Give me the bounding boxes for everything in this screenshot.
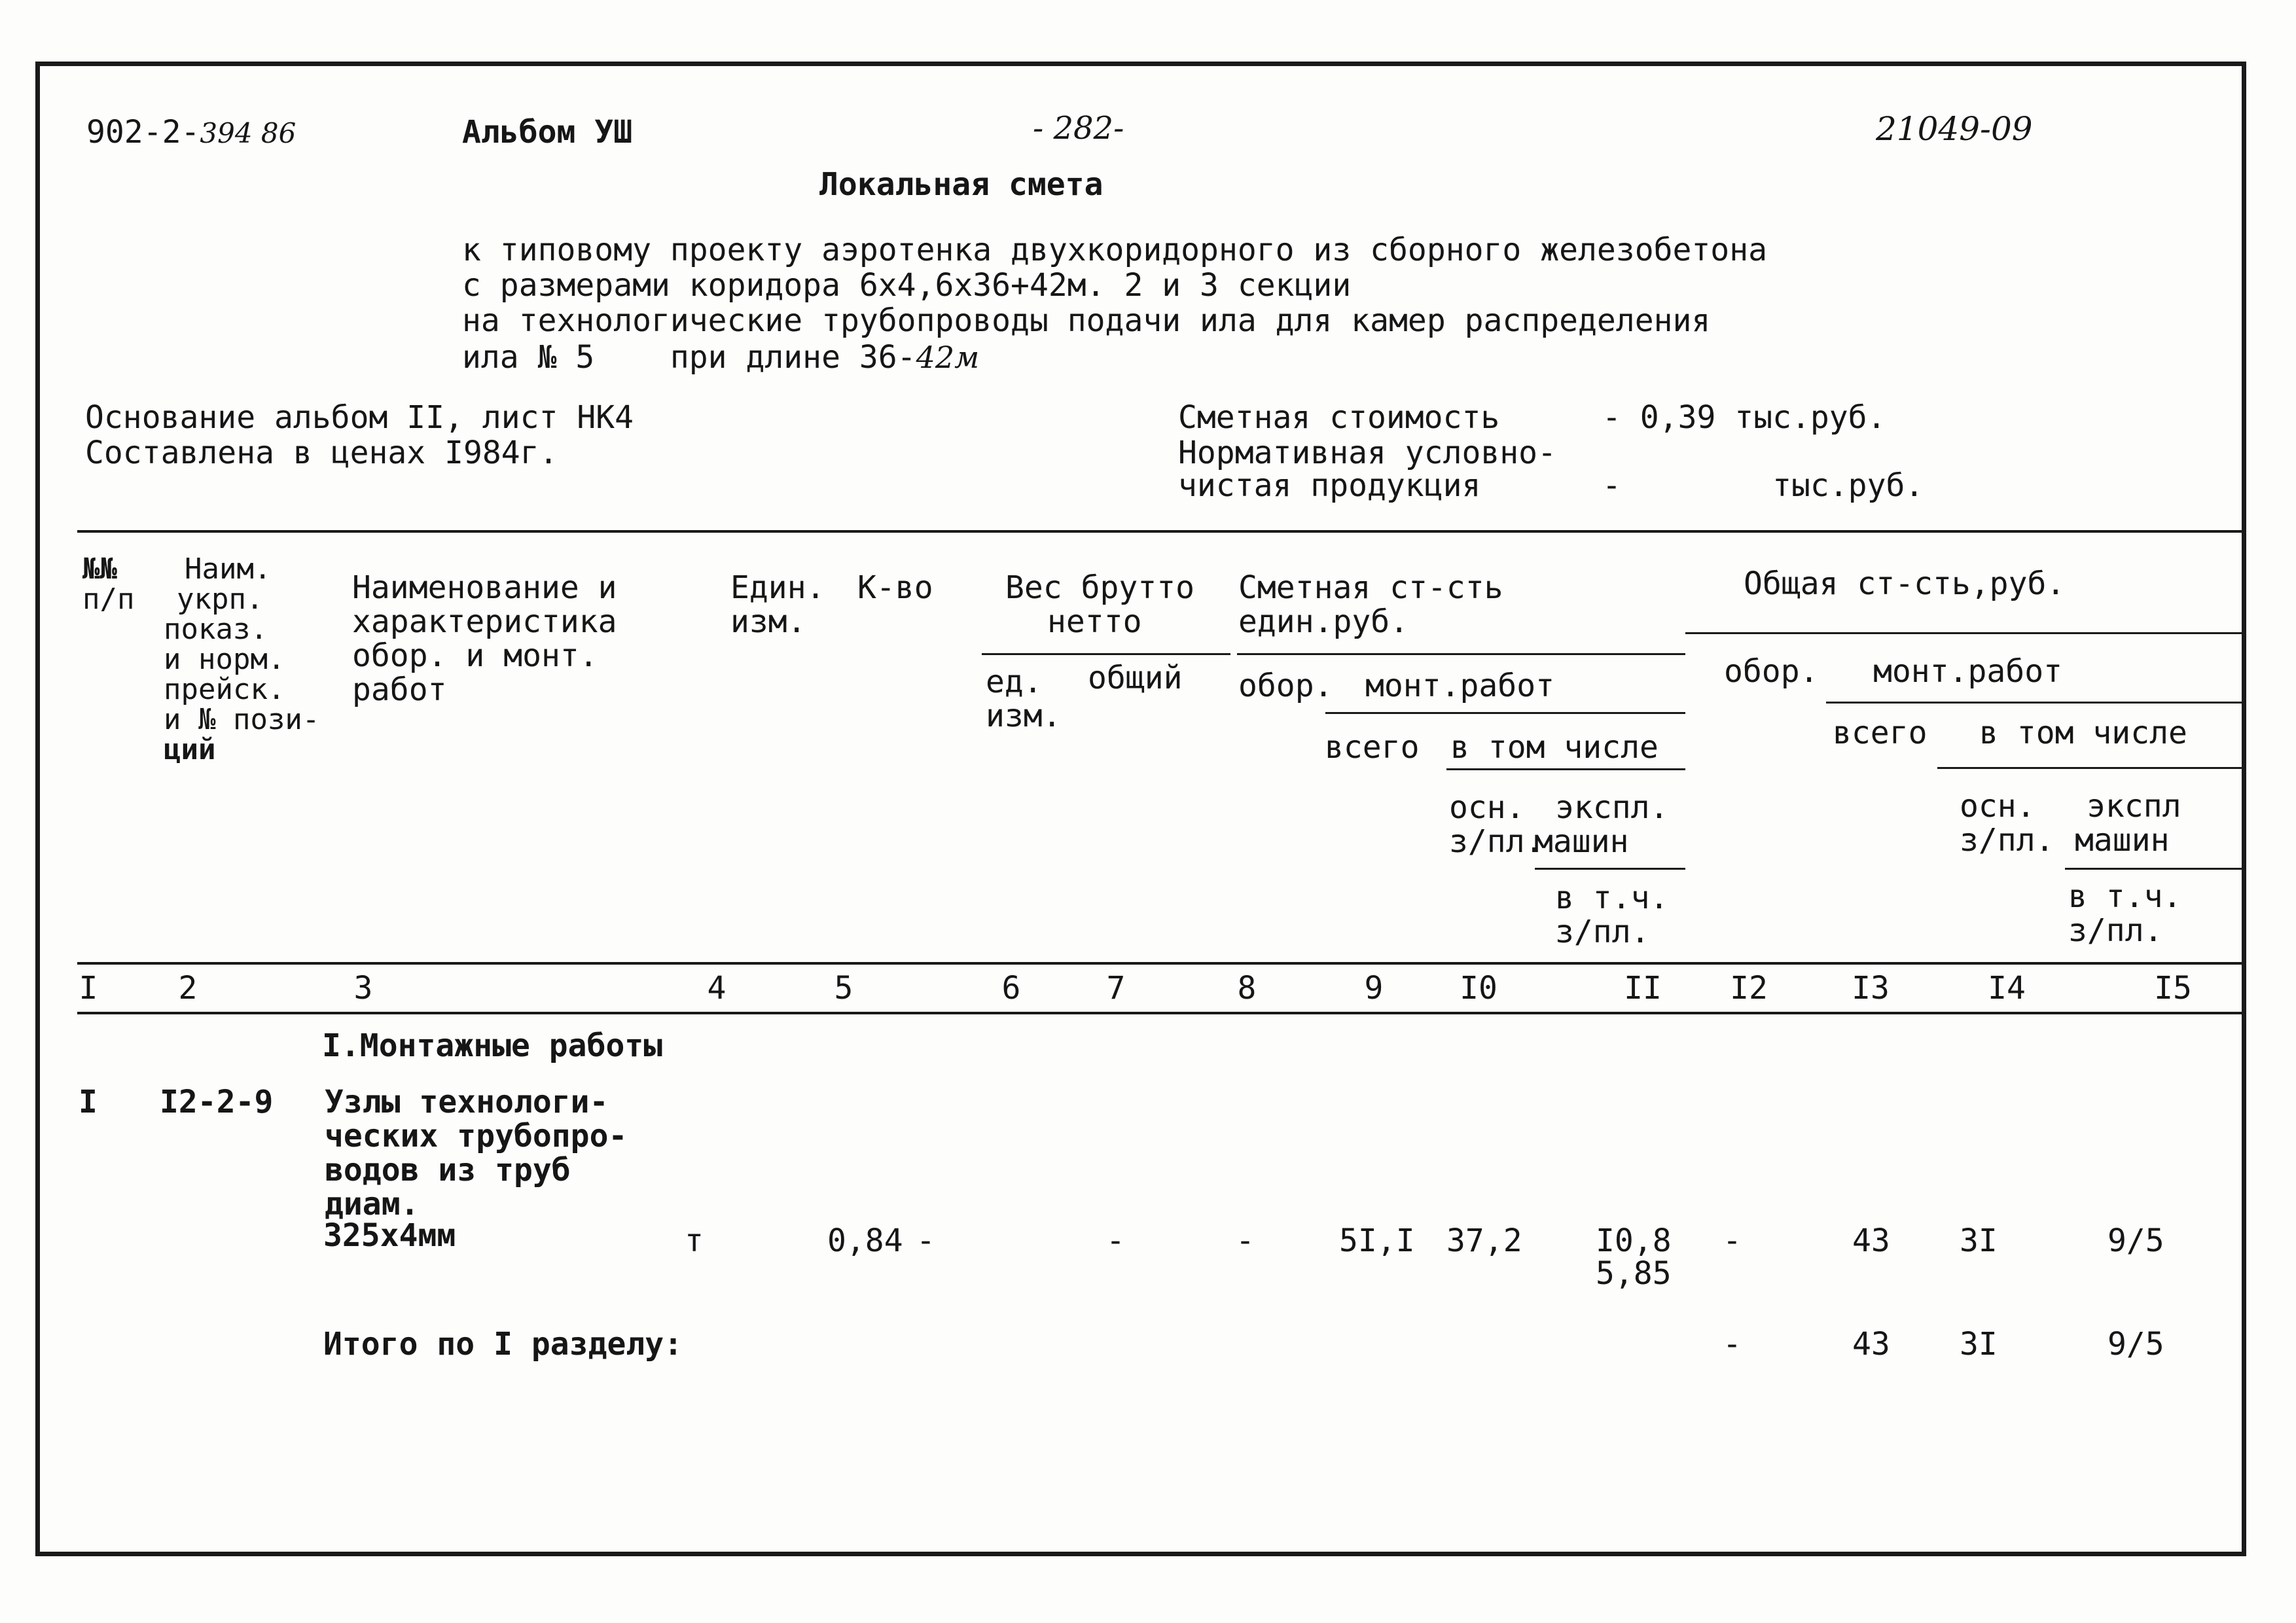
unit-incl-pay-2: з/пл. [1555,914,1650,950]
row-qty: 0,84 [827,1222,903,1259]
weight-unit-2: изм. [986,698,1062,734]
subtotal-col14: 3I [1960,1326,1998,1363]
unit-cost-head-2: един.руб. [1238,603,1409,640]
document-title: Локальная смета [819,166,1103,203]
row-code: I2-2-9 [160,1084,274,1120]
total-equip-head: обор. [1724,653,1819,690]
document-number: 21049-09 [1876,110,2033,148]
subtitle-line-3: на технологические трубопроводы подачи ила для камер распределения [462,302,1711,339]
col1-head-1: №№ [82,552,117,586]
total-mont-head: монт.работ [1873,653,2062,690]
col-number-11: II [1624,970,1662,1007]
col-number-8: 8 [1237,970,1257,1007]
section-title: I.Монтажные работы [322,1027,663,1064]
col-number-12: I2 [1730,970,1768,1007]
prices-text: Составлена в ценах I984г. [85,435,558,471]
rule-col-numbers [77,1012,2244,1014]
row-name-1: Узлы технологи- [325,1084,609,1120]
row-col15: 9/5 [2108,1222,2164,1259]
row-col14: 3I [1960,1222,1998,1259]
unit-cost-head-1: Сметная ст-сть [1238,569,1503,606]
total-cost-head: Общая ст-сть,руб. [1744,565,2066,602]
rule-mach-total [2065,868,2244,870]
col-number-9: 9 [1364,970,1384,1007]
row-col8-dash: - [1236,1222,1255,1259]
col-number-7: 7 [1106,970,1126,1007]
row-col11-a: I0,8 [1596,1222,1672,1259]
row-name-2: ческих трубопро- [325,1118,628,1154]
row-col7-dash: - [1106,1222,1125,1259]
col2-head-6: и № пози- [164,703,320,736]
col-number-4: 4 [707,970,726,1007]
col1-head-2: п/п [82,582,135,616]
row-name-3: водов из труб [325,1152,571,1188]
subtotal-col12: - [1723,1326,1742,1363]
row-unit: т [685,1222,704,1259]
rule-mach-unit [1535,868,1685,870]
norm-value: - тыс.руб. [1602,467,1924,504]
col-number-15: I5 [2154,970,2192,1007]
col3-head-3: обор. и монт. [352,637,598,674]
unit-total-head: всего [1325,729,1420,766]
col4-head-1: Един. [730,569,825,606]
row-col9: 5I,I [1339,1222,1415,1259]
subtotal-col15: 9/5 [2108,1326,2164,1363]
project-code: 902-2-394 86 [86,114,296,151]
col-number-10: I0 [1460,970,1498,1007]
norm-label-2: чистая продукция [1178,467,1481,504]
total-base-pay-2: з/пл. [1960,822,2054,859]
row-col11-b: 5,85 [1596,1255,1672,1292]
col-number-14: I4 [1988,970,2026,1007]
col-number-6: 6 [1001,970,1021,1007]
rule-total-cost [1685,632,2244,634]
total-including-head: в том числе [1979,715,2187,751]
row-col10: 37,2 [1446,1222,1522,1259]
subtotal-label: Итого по I разделу: [323,1326,683,1363]
page-number: - 282- [1033,110,1124,147]
row-col12-dash: - [1723,1222,1742,1259]
row-qty-dash: - [916,1222,935,1259]
col2-head-3: показ. [164,613,268,646]
total-mach-2: машин [2075,822,2170,859]
total-base-pay-1: осн. [1960,788,2036,825]
unit-mach-2: машин [1534,823,1629,860]
col-number-2: 2 [178,970,198,1007]
total-incl-pay-2: з/пл. [2068,912,2163,949]
col2-head-5: прейск. [164,673,285,706]
cost-label: Сметная стоимость [1178,399,1500,436]
unit-mach-1: экспл. [1555,789,1669,826]
col2-head-4: и норм. [164,643,285,676]
rule-incl-unit [1446,768,1685,770]
unit-base-pay-1: осн. [1449,789,1525,826]
col2-head-7: ций [164,733,216,766]
subtitle-line-4: ила № 5 при длине 36-42м [462,339,980,376]
weight-head-1: Вес брутто [1005,569,1194,606]
col-number-13: I3 [1852,970,1890,1007]
norm-label-1: Нормативная условно- [1178,435,1556,471]
table-top-rule [77,530,2244,533]
col-number-5: 5 [834,970,853,1007]
basis-text: Основание альбом II, лист НК4 [85,399,634,436]
rule-incl-total [1937,767,2244,769]
row-number: I [79,1084,98,1120]
row-size: 325х4мм [323,1217,456,1254]
total-incl-pay-1: в т.ч. [2068,878,2182,915]
total-total-head: всего [1833,715,1928,751]
row-name-4: диам. [325,1186,420,1222]
unit-mont-head: монт.работ [1365,668,1554,704]
col2-head-2: укрп. [177,582,264,616]
unit-including-head: в том числе [1450,729,1659,766]
album-label: Альбом УШ [462,114,633,151]
total-mach-1: экспл [2087,788,2181,825]
col-number-3: 3 [353,970,373,1007]
weight-total-head: общий [1088,660,1183,696]
unit-base-pay-2: з/пл. [1449,823,1544,860]
weight-unit-1: ед. [986,664,1043,700]
weight-head-2: нетто [1047,603,1142,640]
col3-head-4: работ [352,671,447,708]
col4-head-2: изм. [730,603,806,640]
col3-head-1: Наименование и [352,569,617,606]
col-number-1: I [79,970,98,1007]
subtotal-col13: 43 [1852,1326,1890,1363]
col5-head: К-во [857,569,933,606]
rule-header-bottom [77,962,2244,965]
subtitle-line-1: к типовому проекту аэротенка двухкоридорного из сборного железобетона [462,232,1767,268]
subtitle-line-2: с размерами коридора 6х4,6х36+42м. 2 и 3 секции [462,267,1352,304]
row-col13: 43 [1852,1222,1890,1259]
cost-value: - 0,39 тыс.руб. [1602,399,1886,436]
col3-head-2: характеристика [352,603,617,640]
unit-equip-head: обор. [1238,668,1333,704]
col2-head-1: Наим. [185,552,272,586]
rule-unit-cost [1237,653,1685,655]
rule-weight [982,653,1230,655]
rule-mont-total [1826,702,2244,704]
rule-mont-unit [1325,712,1685,714]
unit-incl-pay-1: в т.ч. [1555,880,1669,916]
